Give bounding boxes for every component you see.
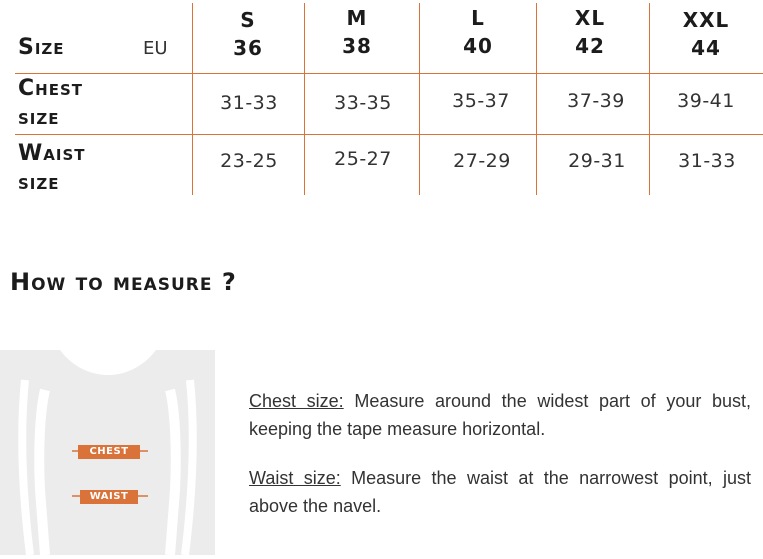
chest-value: 39-41 (677, 90, 735, 112)
row-header-size: Size (18, 35, 65, 60)
waist-value: 31-33 (678, 150, 736, 172)
size-letter: L (471, 6, 485, 30)
how-to-measure-title: How to measure ? (10, 268, 237, 296)
waist-value: 25-27 (334, 148, 392, 170)
chest-instruction-label: Chest size: (249, 391, 344, 411)
body-silhouette-figure (0, 350, 215, 555)
size-letter: XL (574, 6, 606, 30)
row-divider (15, 73, 763, 74)
column-divider (419, 3, 420, 195)
size-eu: 38 (342, 34, 372, 58)
size-letter: XXL (682, 8, 730, 32)
eu-label: EU (143, 38, 168, 59)
waist-value: 27-29 (453, 150, 511, 172)
chest-instruction (249, 387, 751, 443)
row-header-chest: Chest size (18, 76, 83, 130)
chest-value: 37-39 (567, 90, 625, 112)
chest-value: 33-35 (334, 92, 392, 114)
waist-instruction (249, 464, 751, 520)
waist-value: 23-25 (220, 150, 278, 172)
waist-instruction-text: Measure the waist at the narrowest point, just above the navel. (249, 468, 751, 516)
size-letter: M (346, 6, 368, 30)
chest-value: 35-37 (452, 90, 510, 112)
row-header-waist: Waist size (18, 141, 86, 195)
waist-value: 29-31 (568, 150, 626, 172)
column-divider (304, 3, 305, 195)
size-eu: 36 (233, 36, 263, 60)
chest-value: 31-33 (220, 92, 278, 114)
waist-instruction-label: Waist size: (249, 468, 341, 488)
size-letter: S (240, 8, 256, 32)
size-eu: 40 (463, 34, 493, 58)
size-eu: 42 (575, 34, 605, 58)
row-divider (15, 134, 763, 135)
chest-instruction-text: Measure around the widest part of your bust, keeping the tape measure horizontal. (249, 391, 751, 439)
waist-tag: WAIST (80, 490, 138, 504)
chest-tag: CHEST (78, 445, 140, 459)
size-eu: 44 (691, 36, 721, 60)
